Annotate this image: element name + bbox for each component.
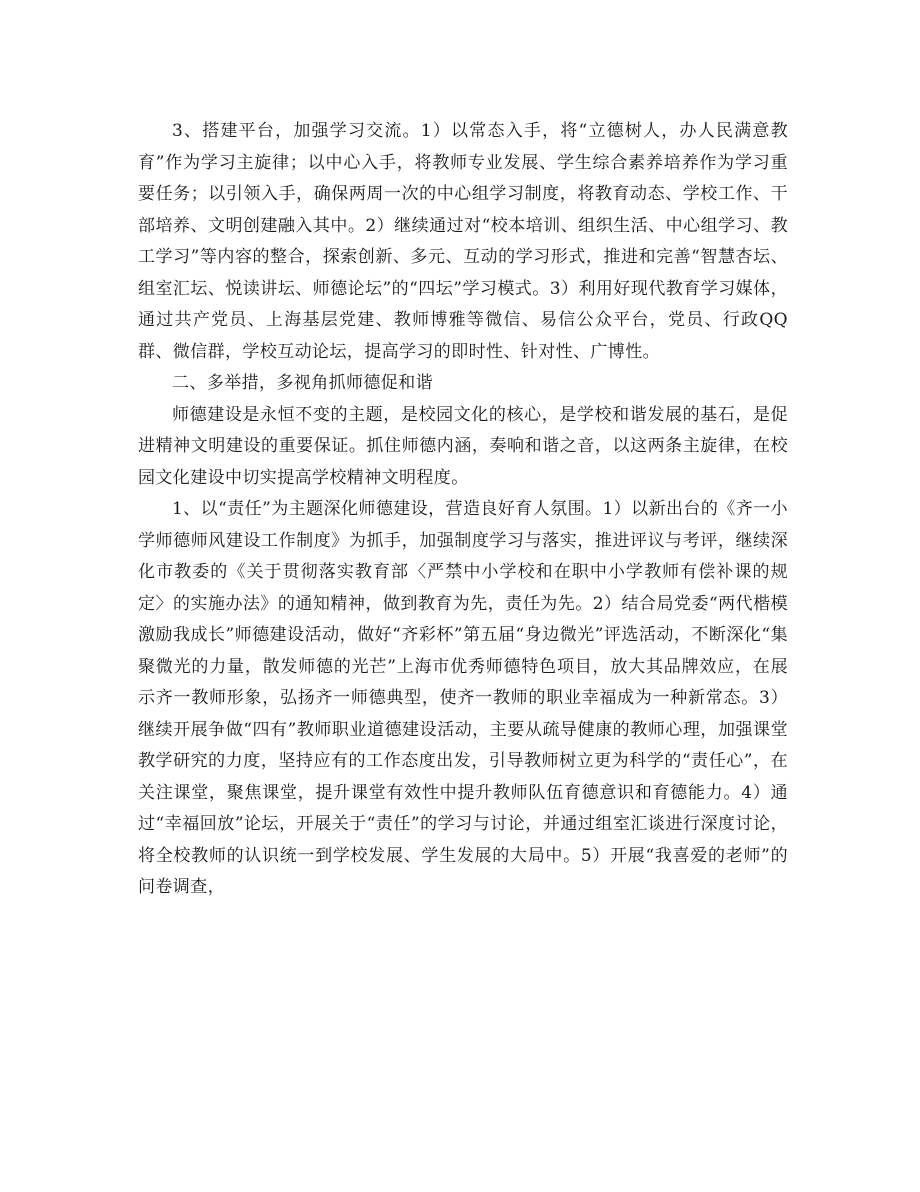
paragraph-platform-building: 3、搭建平台，加强学习交流。1）以常态入手，将“立德树人，办人民满意教育”作为学习主旋律；以中心入手，将教师专业发展、学生综合素养培养作为学习重要任务；以引领入手，确保两周一次的中心组学习制度，将教育动态、学校工作、干部培养、文明创建融入其中。2）继续通过对“校本培训、组织生活、中心组学习、教工学习”等内容的整合，探索创新、多元、互动的学习形式，推进和完善“智慧杏坛、组室汇坛、悦读讲坛、师德论坛”的“四坛”学习模式。3）利用好现代教育学习媒体，通过共产党员、上海基层党建、教师博雅等微信、易信公众平台，党员、行政QQ群、微信群，学校互动论坛，提高学习的即时性、针对性、广博性。: [138, 121, 788, 362]
document-body: [138, 116, 788, 904]
paragraph-ethics-intro: 师德建设是永恒不变的主题，是校园文化的核心，是学校和谐发展的基石，是促进精神文明建设的重要保证。抓住师德内涵，奏响和谐之音，以这两条主旋律，在校园文化建设中切实提高学校精神文明程度。: [138, 404, 788, 488]
paragraph-responsibility-theme: 1、以“责任”为主题深化师德建设，营造良好育人氛围。1）以新出台的《齐一小学师德师风建设工作制度》为抓手，加强制度学习与落实，推进评议与考评，继续深化市教委的《关于贯彻落实教育部〈严禁中小学校和在职中小学教师有偿补课的规定〉的实施办法》的通知精神，做到教育为先，责任为先。2）结合局党委“两代楷模激励我成长”师德建设活动，做好“齐彩杯”第五届“身边微光”评选活动，不断深化“集聚微光的力量，散发师德的光芒”上海市优秀师德特色项目，放大其品牌效应，在展示齐一教师形象，弘扬齐一师德典型，使齐一教师的职业幸福成为一种新常态。3）继续开展争做“四有”教师职业道德建设活动，主要从疏导健康的教师心理，加强课堂教学研究的力度，坚持应有的工作态度出发，引导教师树立更为科学的“责任心”，在关注课堂，聚焦课堂，提升课堂有效性中提升教师队伍育德意识和育德能力。4）通过“幸福回放”论坛，开展关于“责任”的学习与讨论，并通过组室汇谈进行深度讨论，将全校教师的认识统一到学校发展、学生发展的大局中。5）开展“我喜爱的老师”的问卷调查，: [138, 499, 788, 897]
section-heading-teacher-ethics: 二、多举措，多视角抓师德促和谐: [172, 373, 433, 393]
